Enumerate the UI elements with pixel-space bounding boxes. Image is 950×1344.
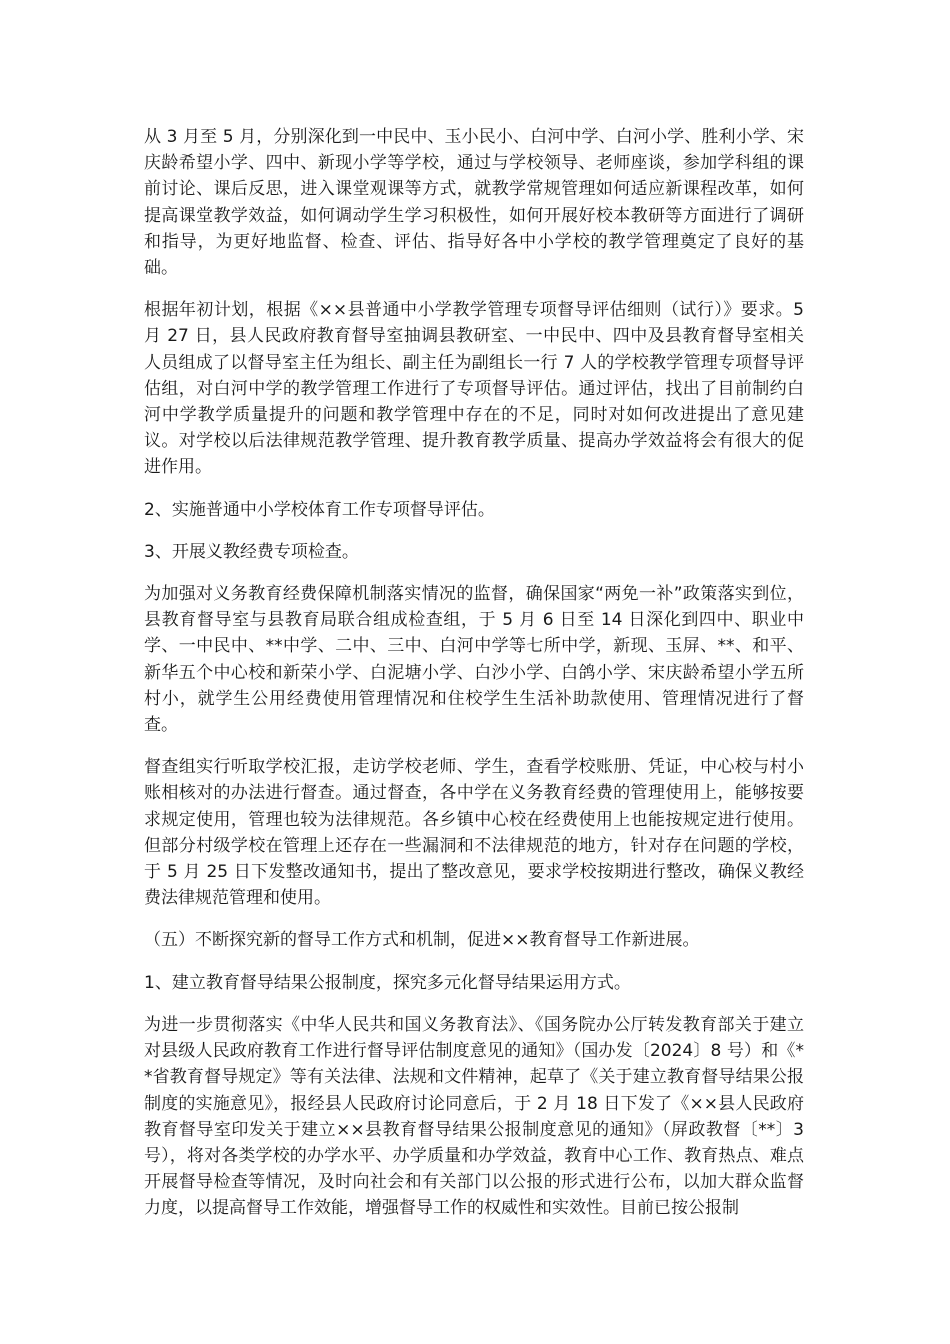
paragraph-funds-inspection-heading: 3、开展义教经费专项检查。 [144,541,359,562]
paragraph-bulletin-system: 为进一步贯彻落实《中华人民共和国义务教育法》、《国务院办公厅转发教育部关于建立对县级人民政府教育工作进行督导评估制度意见的通知》（国办发〔2024〕8 号）和《**省教育督导规定》等有关法律、法规和文件精神，起草了《关于建立教育督导结果公报制度的实施意见》，报经县人民政府讨论同意后，于 2 月 18 日下发了《××县人民政府教育督导室印发关于建立××县教育督导结果公报制度意见的通知》（屏政教督〔**〕3 号），将对各类学校的办学水平、办学质量和办学效益，教育中心工作、教育热点、难点开展督导检查等情况，及时向社会和有关部门以公报的形式进行公布，以加大群众监督力度，以提高督导工作效能，增强督导工作的权威性和实效性。目前已按公报制 [144,1014,804,1219]
paragraph-pe-evaluation-heading: 2、实施普通中小学校体育工作专项督导评估。 [144,499,495,520]
paragraph-inspection-method: 督查组实行听取学校汇报，走访学校老师、学生，查看学校账册、凭证，中心校与村小账相核对的办法进行督查。通过督查，各中学在义务教育经费的管理使用上，能够按要求规定使用，管理也较为法律规范。各乡镇中心校在经费使用上也能按规定进行使用。但部分村级学校在管理上还存在一些漏洞和不法律规范的地方，针对存在问题的学校，于 5 月 25 日下发整改通知书，提出了整改意见，要求学校按期进行整改，确保义教经费法律规范管理和使用。 [144,757,804,909]
paragraph-section-five-heading: （五）不断探究新的督导工作方式和机制，促进××教育督导工作新进展。 [144,930,700,951]
paragraph-teaching-management-evaluation: 根据年初计划，根据《××县普通中小学教学管理专项督导评估细则（试行）》要求。5 月 27 日，县人民政府教育督导室抽调县教研室、一中民中、四中及县教育督导室相关人员组成了以督导室主任为组长、副主任为副组长一行 7 人的学校教学管理专项督导评估组，对白河中学的教学管理工作进行了专项督导评估。通过评估，找出了目前制约白河中学教学质量提升的问题和教学管理中存在的不足，同时对如何改进提出了意见建议。对学校以后法律规范教学管理、提升教育教学质量、提高办学效益将会有很大的促进作用。 [144,300,804,478]
paragraph-funds-inspection: 为加强对义务教育经费保障机制落实情况的监督，确保国家“两免一补”政策落实到位，县教育督导室与县教育局联合组成检查组，于 5 月 6 日至 14 日深化到四中、职业中学、一中民中、**中学、二中、三中、白河中学等七所中学，新现、玉屏、**、和平、新华五个中心校和新荣小学、白泥塘小学、白沙小学、白鸽小学、宋庆龄希望小学五所村小，就学生公用经费使用管理情况和住校学生生活补助款使用、管理情况进行了督查。 [144,584,804,736]
paragraph-bulletin-system-heading: 1、建立教育督导结果公报制度，探究多元化督导结果运用方式。 [144,972,631,993]
document-body [144,124,804,1238]
paragraph-school-visits: 从 3 月至 5 月，分别深化到一中民中、玉小民小、白河中学、白河小学、胜利小学、宋庆龄希望小学、四中、新现小学等学校，通过与学校领导、老师座谈，参加学科组的课前讨论、课后反思，进入课堂观课等方式，就教学常规管理如何适应新课程改革，如何提高课堂教学效益，如何调动学生学习积极性，如何开展好校本教研等方面进行了调研和指导，为更好地监督、检查、评估、指导好各中小学校的教学管理奠定了良好的基础。 [144,127,804,279]
